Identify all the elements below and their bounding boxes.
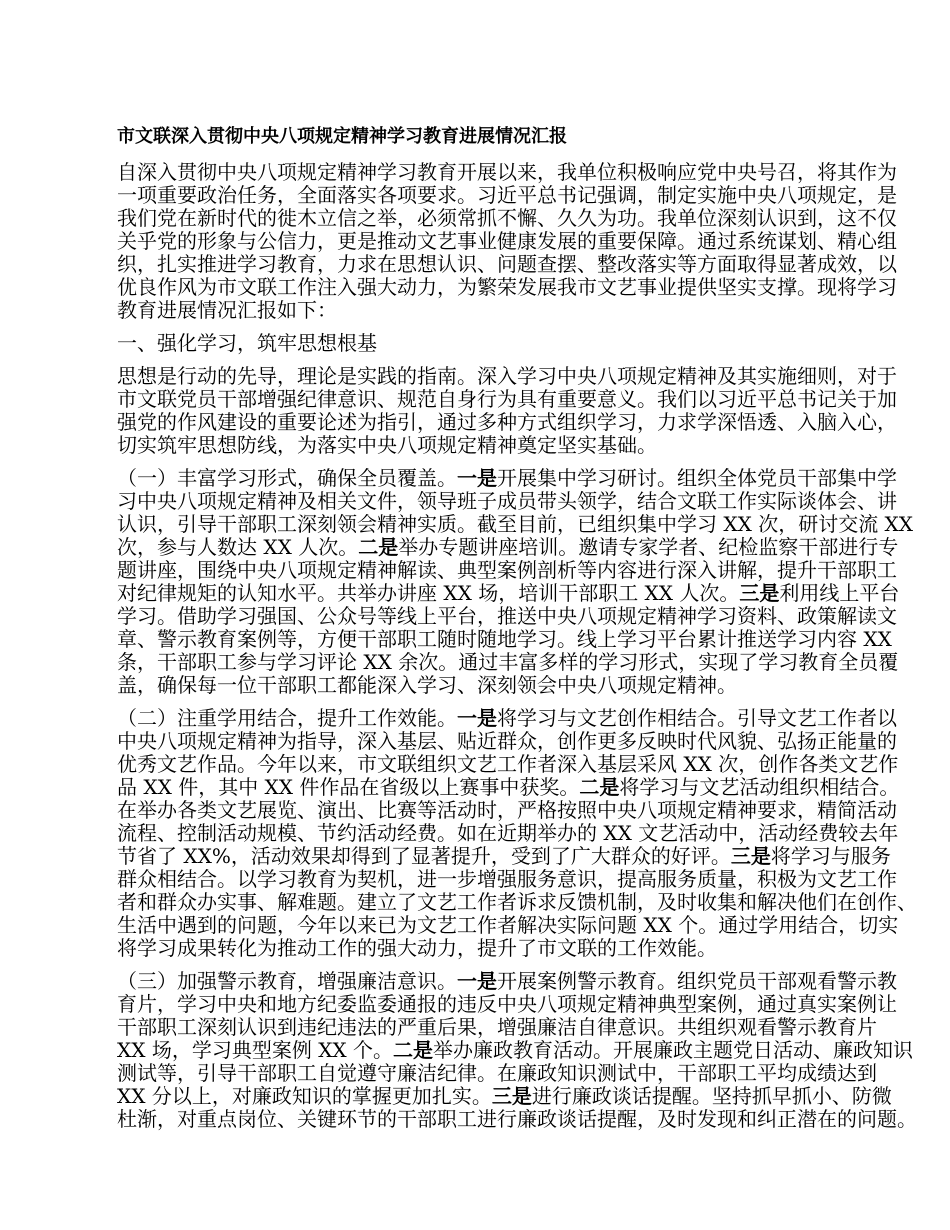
text-line (117, 1015, 877, 1039)
text-line (117, 706, 897, 730)
text-line (117, 604, 897, 628)
text-line (117, 183, 897, 207)
intro-paragraph (117, 160, 897, 322)
text-line (117, 752, 899, 776)
bold-keyword: 三是 (730, 844, 771, 868)
text-segment: 思想是行动的先导，理论是实践的指南。深入学习中央八项规定精神及其实施细则，对于 (117, 364, 897, 388)
text-segment: 章、警示教育案例等，方便干部职工随时随地学习。线上学习平台累计推送学习内容 XX (117, 627, 892, 651)
bold-keyword: 三是 (491, 1084, 532, 1108)
text-segment: 杜渐，对重点岗位、关键环节的干部职工进行廉政谈话提醒，及时发现和纠正潜在的问题。 (117, 1107, 917, 1131)
text-segment: 次，参与人数达 XX 人次。 (117, 535, 359, 559)
text-line (117, 512, 914, 536)
text-line (117, 627, 892, 651)
text-segment: 优秀文艺作品。今年以来，市文联组织文艺工作者深入基层采风 XX 次，创作各类文艺作 (117, 752, 899, 776)
text-line (117, 1107, 917, 1131)
text-segment: 将学习与服务 (770, 844, 891, 868)
bold-keyword: 三是 (739, 581, 780, 605)
text-line (117, 1084, 892, 1108)
text-segment: 将学习与文艺活动组织相结合。 (619, 775, 900, 799)
text-line (117, 535, 899, 559)
bold-keyword: 一是 (457, 969, 497, 993)
text-segment: 认识，引导干部职工深刻领会精神实质。截至目前，已组织集中学习 XX 次，研讨交流 XX (117, 512, 914, 536)
text-line (117, 937, 857, 960)
text-segment: 将学习成果转化为推动工作的强大动力，提升了市文联的工作效能。 (117, 936, 717, 960)
text-segment: XX 场，学习典型案例 XX 个。 (117, 1038, 394, 1062)
text-line (117, 364, 897, 388)
text-segment: 育片，学习中央和地方纪委监委通报的违反中央八项规定精神典型案例，通过真实案例让 (117, 992, 897, 1016)
bold-keyword: 一是 (457, 706, 497, 730)
text-line (117, 992, 897, 1016)
text-line (117, 466, 897, 490)
text-segment: 将学习与文艺创作相结合。引导文艺工作者以 (497, 706, 897, 730)
text-line (117, 650, 899, 674)
text-segment: （三）加强警示教育，增强廉洁意识。 (117, 969, 457, 993)
text-segment: 利用线上平台 (779, 581, 900, 605)
text-segment: 测试等，引导干部职工自觉遵守廉洁纪律。在廉政知识测试中，干部职工平均成绩达到 (117, 1061, 877, 1085)
text-segment: 织，扎实推进学习教育，力求在思想认识、问题查摆、整改落实等方面取得显著成效，以 (117, 252, 897, 276)
text-segment: （二）注重学用结合，提升工作效能。 (117, 706, 457, 730)
section-heading (117, 332, 857, 355)
text-line (117, 275, 897, 299)
text-line (117, 729, 897, 753)
bold-keyword: 二是 (358, 535, 399, 559)
text-line (117, 890, 917, 914)
text-line (117, 299, 857, 322)
text-line (117, 229, 897, 253)
subsection-1-paragraph (117, 466, 914, 697)
text-line (117, 798, 897, 822)
text-segment: 条，干部职工参与学习评论 XX 余次。通过丰富多样的学习形式，实现了学习教育全员覆 (117, 650, 899, 674)
text-segment: 品 XX 件，其中 XX 件作品在省级以上赛事中获奖。 (117, 775, 580, 799)
text-segment: 习中央八项规定精神及相关文件，领导班子成员带头领学，结合文联工作实际谈体会、讲 (117, 489, 897, 513)
text-segment: 生活中遇到的问题，今年以来已为文艺工作者解决实际问题 XX 个。通过学用结合，切实 (117, 913, 899, 937)
text-line (117, 1061, 877, 1085)
text-line (117, 913, 899, 937)
text-line (117, 969, 897, 993)
text-segment: 题讲座，围绕中央八项规定精神解读、典型案例剖析等内容进行深入讲解，提升干部职工 (117, 558, 897, 582)
text-line (117, 387, 897, 411)
text-segment: （一）丰富学习形式，确保全员覆盖。 (117, 466, 457, 490)
text-line (117, 206, 897, 230)
document-body (117, 160, 917, 1131)
text-segment: 切实筑牢思想防线，为落实中央八项规定精神奠定坚实基础。 (117, 433, 657, 457)
text-segment: 在举办各类文艺展览、演出、比赛等活动时，严格按照中央八项规定精神要求，精简活动 (117, 798, 897, 822)
text-line (117, 1038, 914, 1062)
text-segment: 开展集中学习研讨。组织全体党员干部集中学 (497, 466, 897, 490)
text-segment: 举办廉政教育活动。开展廉政主题党日活动、廉政知识 (433, 1038, 914, 1062)
text-segment: 对纪律规矩的认知水平。共举办讲座 XX 场，培训干部职工 XX 人次。 (117, 581, 740, 605)
text-line (117, 434, 857, 457)
text-segment: XX 分以上，对廉政知识的掌握更加扎实。 (117, 1084, 492, 1108)
text-segment: 者和群众办实事、解难题。建立了文艺工作者诉求反馈机制，及时收集和解决他们在创作、 (117, 890, 917, 914)
text-segment: 流程、控制活动规模、节约活动经费。如在近期举办的 XX 文艺活动中，活动经费较去年 (117, 821, 899, 845)
text-segment: 中央八项规定精神为指导，深入基层、贴近群众，创作更多反映时代风貌、弘扬正能量的 (117, 729, 897, 753)
text-segment: 一项重要政治任务，全面落实各项要求。习近平总书记强调，制定实施中央八项规定，是 (117, 183, 897, 207)
text-segment: 群众相结合。以学习教育为契机，进一步增强服务意识，提高服务质量，积极为文艺工作 (117, 867, 897, 891)
subsection-2-paragraph (117, 706, 917, 960)
text-segment: 我们党在新时代的徙木立信之举，必须常抓不懈、久久为功。我单位深刻认识到，这不仅 (117, 206, 897, 230)
text-segment: 学习。借助学习强国、公众号等线上平台，推送中央八项规定精神学习资料、政策解读文 (117, 604, 897, 628)
text-line (117, 844, 891, 868)
text-segment: 教育进展情况汇报如下： (117, 298, 337, 322)
text-line (117, 410, 897, 434)
text-line (117, 558, 897, 582)
text-segment: 盖，确保每一位干部职工都能深入学习、深刻领会中央八项规定精神。 (117, 673, 737, 697)
bold-keyword: 一是 (457, 466, 497, 490)
text-segment: 优良作风为市文联工作注入强大动力，为繁荣发展我市文艺事业提供坚实支撑。现将学习 (117, 275, 897, 299)
text-segment: 强党的作风建设的重要论述为指引，通过多种方式组织学习，力求学深悟透、入脑入心， (117, 410, 897, 434)
bold-keyword: 二是 (579, 775, 620, 799)
text-line (117, 867, 897, 891)
text-segment: 举办专题讲座培训。邀请专家学者、纪检监察干部进行专 (398, 535, 899, 559)
text-segment: 干部职工深刻认识到违纪违法的严重后果，增强廉洁自律意识。共组织观看警示教育片 (117, 1015, 877, 1039)
text-line (117, 160, 897, 184)
text-line (117, 489, 897, 513)
text-line (117, 252, 897, 276)
text-segment: 市文联党员干部增强纪律意识、规范自身行为具有重要意义。我们以习近平总书记关于加 (117, 387, 897, 411)
text-segment: 进行廉政谈话提醒。坚持抓早抓小、防微 (531, 1084, 892, 1108)
text-line (117, 332, 857, 355)
text-line (117, 674, 857, 697)
document-page (117, 126, 917, 1141)
section-intro-paragraph (117, 364, 897, 457)
text-segment: 一、强化学习，筑牢思想根基 (117, 331, 377, 355)
text-segment: 自深入贯彻中央八项规定精神学习教育开展以来，我单位积极响应党中央号召，将其作为 (117, 160, 897, 184)
text-segment: 开展案例警示教育。组织党员干部观看警示教 (497, 969, 897, 993)
text-segment: 关乎党的形象与公信力，更是推动文艺事业健康发展的重要保障。通过系统谋划、精心组 (117, 229, 897, 253)
text-line (117, 821, 899, 845)
text-line (117, 581, 900, 605)
text-line (117, 775, 900, 799)
text-segment: 节省了 XX%，活动效果却得到了显著提升，受到了广大群众的好评。 (117, 844, 731, 868)
document-title: 市文联深入贯彻中央八项规定精神学习教育进展情况汇报 (117, 126, 567, 147)
bold-keyword: 二是 (393, 1038, 434, 1062)
subsection-3-paragraph (117, 969, 917, 1131)
